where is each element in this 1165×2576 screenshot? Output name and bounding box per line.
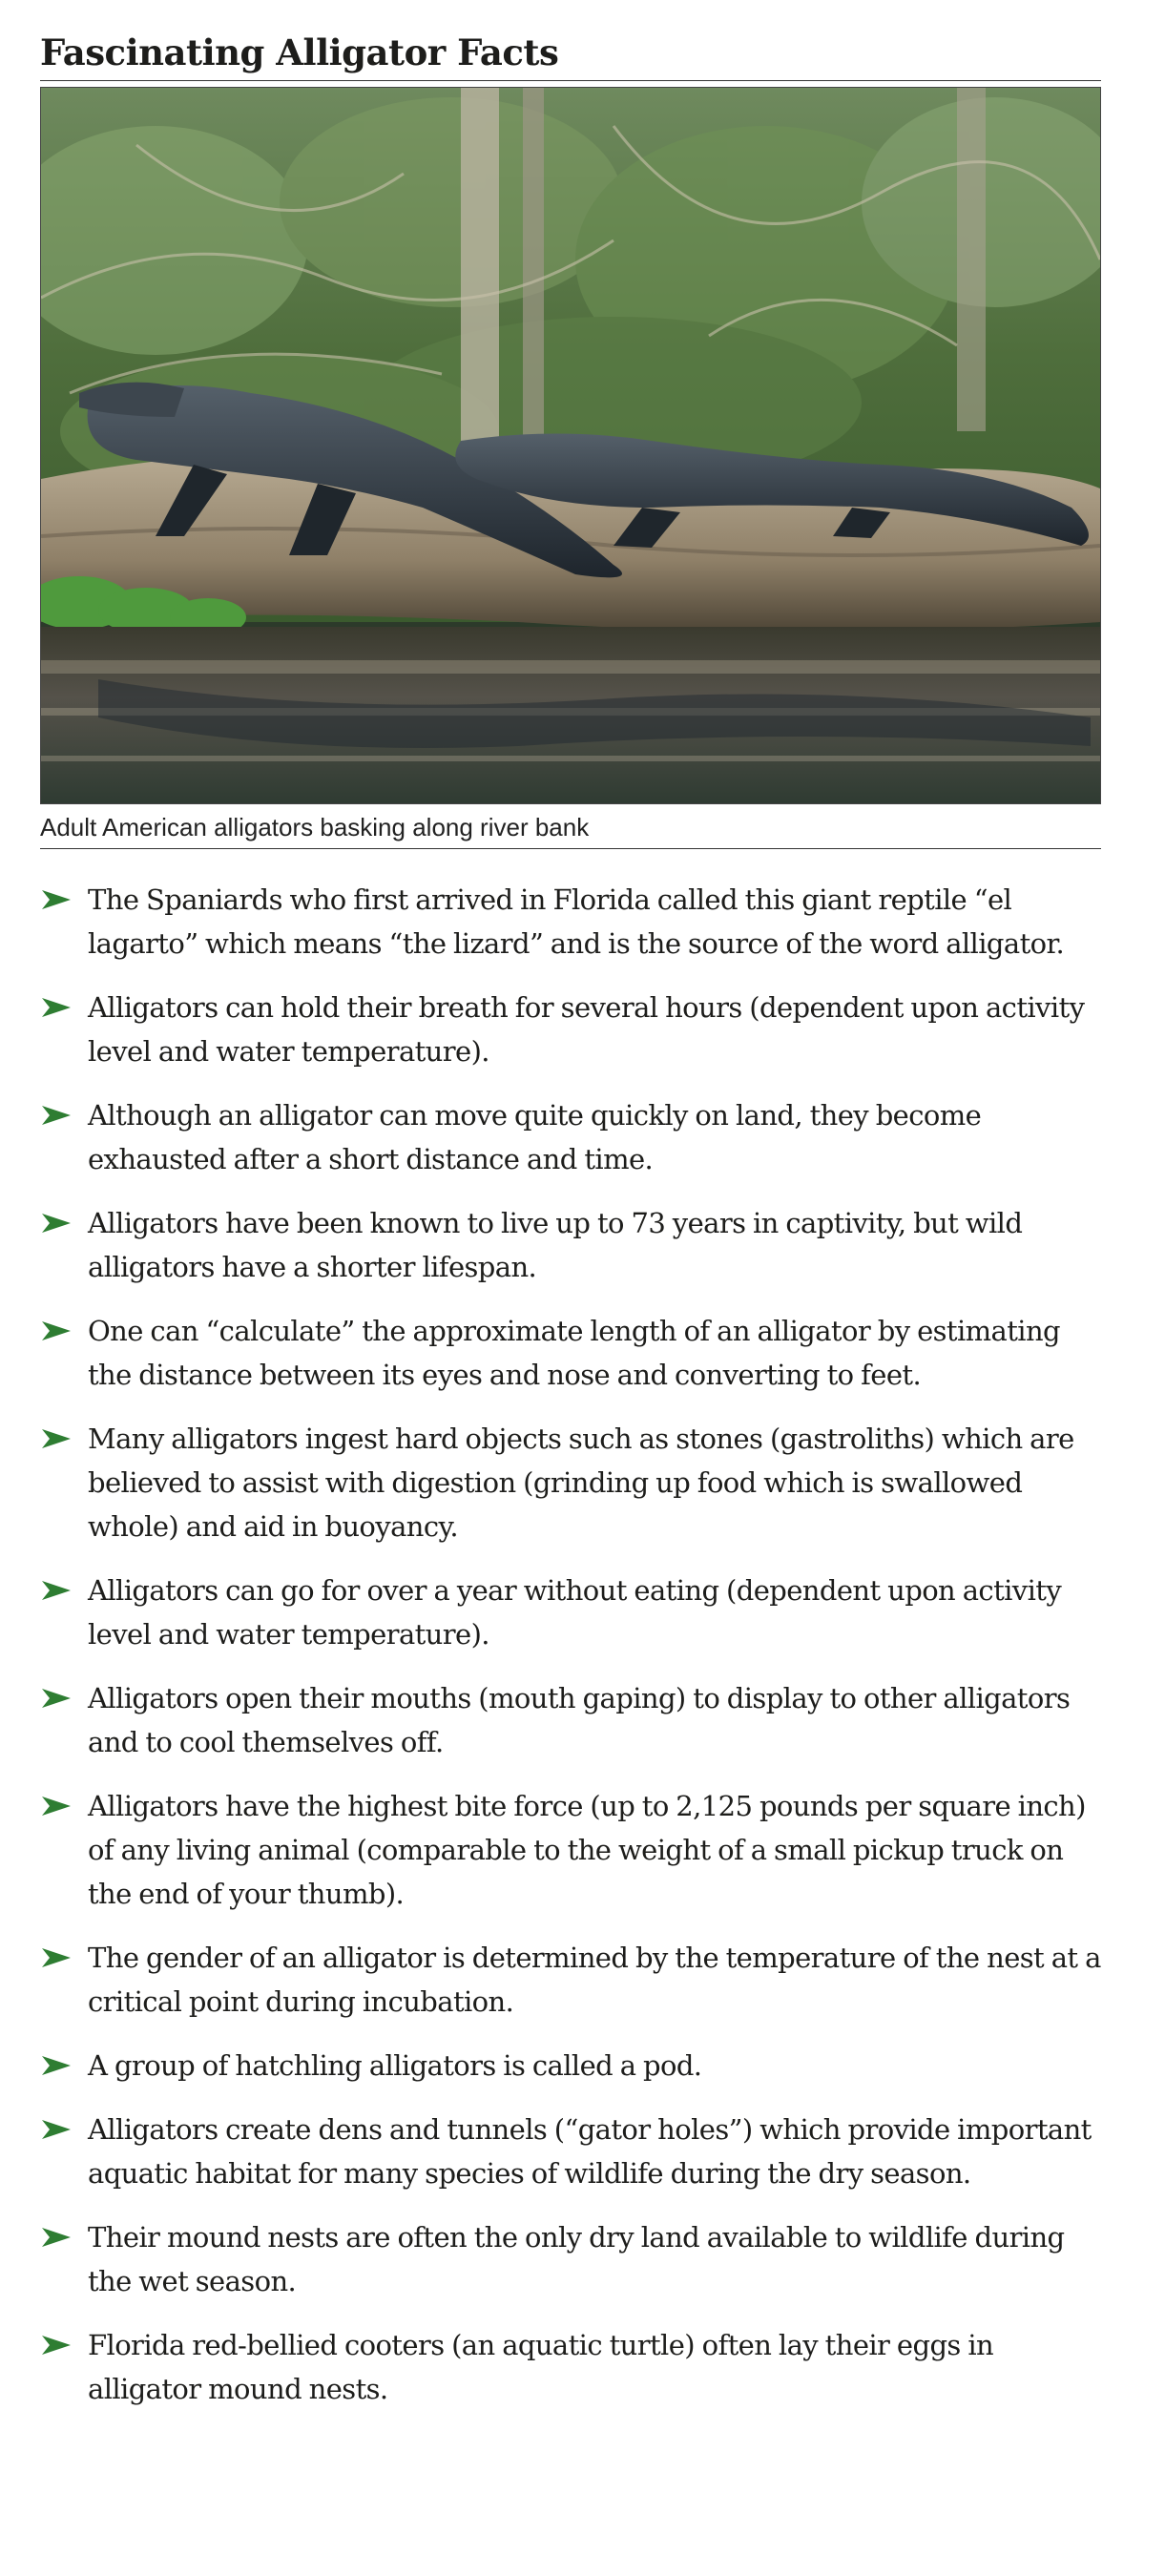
- arrow-bullet-icon: [40, 1784, 88, 1828]
- arrow-bullet-icon: [40, 2215, 88, 2259]
- fact-text: Florida red-bellied cooters (an aquatic turtle) often lay their eggs in alligator mound nests.: [88, 2329, 994, 2405]
- arrow-bullet-icon: [40, 986, 88, 1029]
- list-item: [40, 2215, 1101, 2303]
- list-item: [40, 1568, 1101, 1656]
- list-item: [40, 2108, 1101, 2195]
- arrow-bullet-icon: [40, 1309, 88, 1353]
- list-item: [40, 1676, 1101, 1764]
- fact-text: Their mound nests are often the only dry land available to wildlife during the wet season.: [88, 2221, 1065, 2297]
- fact-sheet: [40, 0, 1101, 2431]
- alligator-photo-icon: [41, 88, 1100, 803]
- list-item: [40, 878, 1101, 966]
- arrow-bullet-icon: [40, 1417, 88, 1461]
- title-divider: [40, 80, 1101, 81]
- page-title: Fascinating Alligator Facts: [40, 31, 559, 73]
- list-item: [40, 986, 1101, 1073]
- caption-divider: [40, 848, 1101, 849]
- arrow-bullet-icon: [40, 1936, 88, 1980]
- list-item: [40, 1417, 1101, 1548]
- list-item: [40, 1936, 1101, 2024]
- arrow-bullet-icon: [40, 878, 88, 922]
- fact-text: Alligators can hold their breath for several hours (dependent upon activity level and water temperature).: [88, 991, 1085, 1068]
- fact-text: The gender of an alligator is determined by the temperature of the nest at a critical point during incubation.: [88, 1942, 1101, 2018]
- alligator-photo: [40, 87, 1101, 804]
- arrow-bullet-icon: [40, 1676, 88, 1720]
- arrow-bullet-icon: [40, 1201, 88, 1245]
- fact-text: Alligators can go for over a year without eating (dependent upon activity level and water temperature).: [88, 1574, 1062, 1651]
- list-item: [40, 2044, 1101, 2088]
- arrow-bullet-icon: [40, 1568, 88, 1612]
- arrow-bullet-icon: [40, 1093, 88, 1137]
- list-item: [40, 1784, 1101, 1916]
- fact-text: Many alligators ingest hard objects such as stones (gastroliths) which are believed to assist with digestion (grinding up food which is swallowed whole) and aid in buoyancy.: [88, 1423, 1074, 1543]
- arrow-bullet-icon: [40, 2323, 88, 2367]
- fact-text: Alligators create dens and tunnels (“gator holes”) which provide important aquatic habitat for many species of wildlife during the dry season.: [88, 2113, 1092, 2190]
- arrow-bullet-icon: [40, 2044, 88, 2088]
- facts-list: [40, 878, 1101, 2411]
- fact-text: Although an alligator can move quite quickly on land, they become exhausted after a short distance and time.: [88, 1099, 982, 1175]
- list-item: [40, 1309, 1101, 1397]
- fact-text: The Spaniards who first arrived in Florida called this giant reptile “el lagarto” which means “the lizard” and is the source of the word alligator.: [88, 883, 1065, 960]
- list-item: [40, 1093, 1101, 1181]
- arrow-bullet-icon: [40, 2108, 88, 2151]
- fact-text: One can “calculate” the approximate length of an alligator by estimating the distance between its eyes and nose and converting to feet.: [88, 1315, 1061, 1391]
- list-item: [40, 2323, 1101, 2411]
- fact-text: Alligators have been known to live up to 73 years in captivity, but wild alligators have a shorter lifespan.: [88, 1207, 1023, 1283]
- photo-caption: Adult American alligators basking along river bank: [40, 813, 590, 841]
- fact-text: Alligators open their mouths (mouth gaping) to display to other alligators and to cool themselves off.: [88, 1682, 1071, 1758]
- list-item: [40, 1201, 1101, 1289]
- fact-text: Alligators have the highest bite force (up to 2,125 pounds per square inch) of any living animal (comparable to the weight of a small pickup truck on the end of your thumb).: [88, 1790, 1086, 1910]
- fact-text: A group of hatchling alligators is called a pod.: [88, 2049, 702, 2082]
